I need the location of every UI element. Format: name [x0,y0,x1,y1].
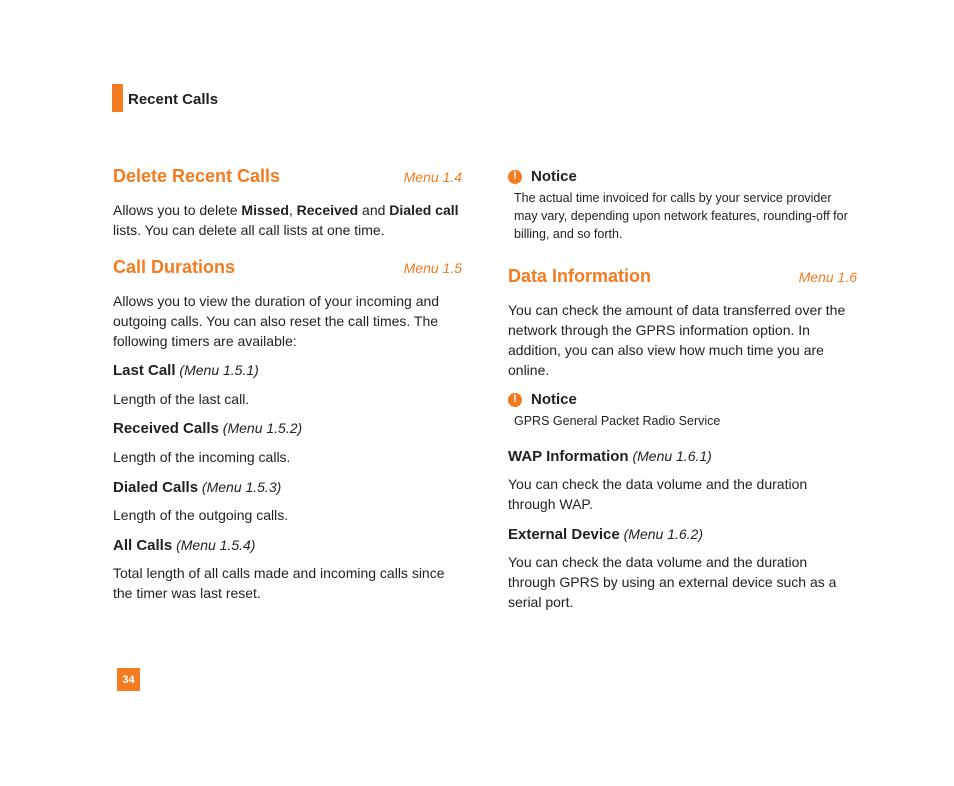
notice-text-2: GPRS General Packet Radio Service [514,414,721,428]
wap-information-text: You can check the data volume and the duration through WAP. [508,476,808,512]
data-information-heading [508,266,857,287]
all-calls-heading: All Calls (Menu 1.5.4) [113,537,256,554]
delete-recent-calls-text: Allows you to delete Missed, Received and Dialed call lists. You can delete all call lists at one time. [113,202,459,238]
notice-label: Notice [531,168,577,185]
notice-header-1 [508,168,577,185]
delete-recent-calls-menu: Menu 1.4 [403,169,462,185]
external-device-heading: External Device (Menu 1.6.2) [508,526,703,543]
last-call-heading: Last Call (Menu 1.5.1) [113,362,259,379]
call-durations-heading [113,257,462,278]
data-information-title: Data Information [508,266,652,286]
received-calls-heading: Received Calls (Menu 1.5.2) [113,420,303,437]
delete-recent-calls-title: Delete Recent Calls [113,166,281,186]
call-durations-menu: Menu 1.5 [403,260,462,276]
all-calls-text: Total length of all calls made and incoming calls since the timer was last reset. [113,565,445,601]
dialed-calls-heading: Dialed Calls (Menu 1.5.3) [113,479,282,496]
notice-header-2 [508,391,577,408]
data-information-text: You can check the amount of data transferred over the network through the GPRS information option. In addition, you can also view how much time you are online. [508,302,846,378]
header-accent-bar [112,84,123,112]
call-durations-title: Call Durations [113,257,236,277]
dialed-calls-text: Length of the outgoing calls. [113,507,289,523]
page-number: 34 [117,668,140,691]
exclamation-icon: ! [508,170,522,184]
wap-information-heading: WAP Information (Menu 1.6.1) [508,448,712,465]
received-calls-text: Length of the incoming calls. [113,449,291,465]
external-device-text: You can check the data volume and the duration through GPRS by using an external device such as a serial port. [508,554,837,610]
data-information-menu: Menu 1.6 [798,269,857,285]
notice-label: Notice [531,391,577,408]
last-call-text: Length of the last call. [113,391,250,407]
exclamation-icon: ! [508,393,522,407]
notice-text-1: The actual time invoiced for calls by your service provider may vary, depending upon network features, rounding-off for billing, and so forth. [514,191,848,241]
delete-recent-calls-heading [113,166,462,187]
section-header-title: Recent Calls [128,91,219,108]
call-durations-text: Allows you to view the duration of your incoming and outgoing calls. You can also reset the call times. The following timers are available: [113,293,440,349]
